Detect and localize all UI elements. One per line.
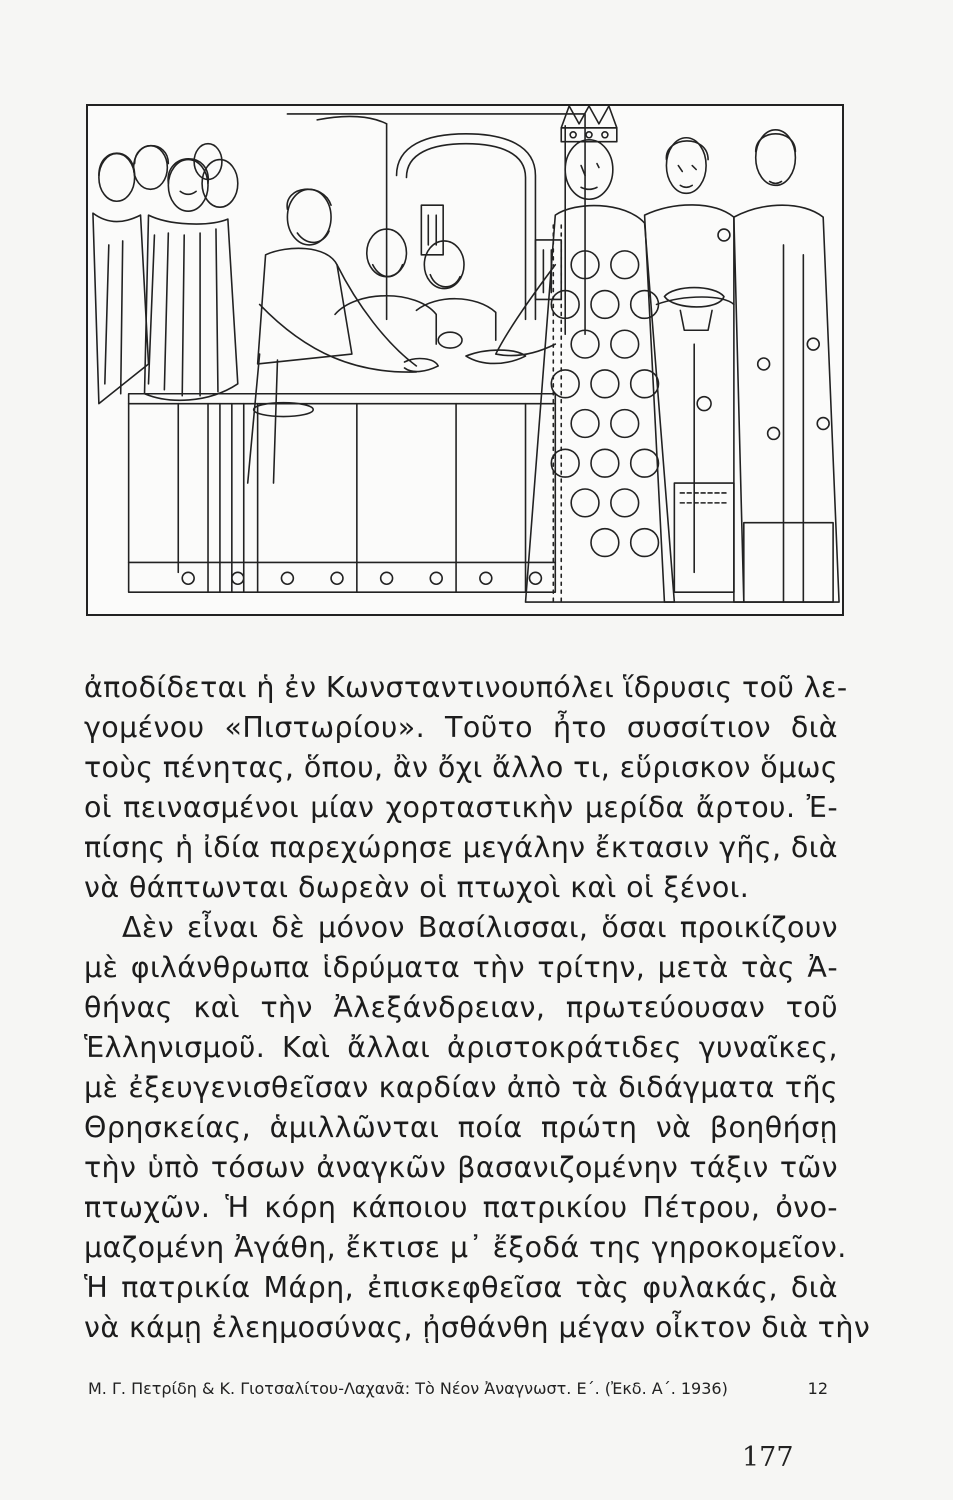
crowd-figures	[93, 144, 238, 404]
seated-figures	[335, 229, 526, 363]
text-line: θήνας καὶ τὴν Ἀλεξάνδρειαν, πρωτεύουσαν τοῦ	[84, 991, 838, 1024]
text-line: οἱ πεινασμένοι μίαν χορταστικὴν μερίδα ἄρτου. Ἐ-	[84, 791, 838, 824]
imprint-footer	[88, 1378, 838, 1400]
beggar-figure	[208, 189, 438, 592]
text-line: Ἡ πατρικία Μάρη, ἐπισκεφθεῖσα τὰς φυλακάς, διὰ	[84, 1271, 838, 1304]
text-line: νὰ θάπτωνται δωρεὰν οἱ πτωχοὶ καὶ οἱ ξένοι.	[84, 871, 750, 904]
text-line: τοὺς πένητας, ὅπου, ἂν ὄχι ἄλλο τι, εὕρισκον ὅμως	[84, 751, 838, 784]
text-line: Θρησκείας, ἁμιλλῶνται ποία πρώτη νὰ βοηθήσῃ	[84, 1111, 838, 1144]
illustration	[86, 104, 844, 616]
text-line: μαζομένη Ἀγάθη, ἔκτισε μ᾿ ἔξοδά της γηροκομεῖον.	[84, 1231, 847, 1264]
text-line: μὲ φιλάνθρωπα ἱδρύματα τὴν τρίτην, μετὰ τὰς Ἀ-	[84, 951, 838, 984]
text-line: πτωχῶν. Ἡ κόρη κάποιου πατρικίου Πέτρου, ὀνο-	[84, 1191, 838, 1224]
text-line: τὴν ὑπὸ τόσων ἀναγκῶν βασανιζομένην τάξιν τῶν	[84, 1151, 838, 1184]
text-line: πίσης ἡ ἰδία παρεχώρησε μεγάλην ἔκτασιν γῆς, διὰ	[84, 831, 838, 864]
text-line: γομένου «Πιστωρίου». Τοῦτο ἦτο συσσίτιον διὰ	[84, 711, 838, 744]
table	[129, 394, 556, 592]
attendant-figures	[645, 130, 839, 602]
page-number: 177	[742, 1442, 794, 1473]
text-line: μὲ ἐξευγενισθεῖσαν καρδίαν ἀπὸ τὰ διδάγματα τῆς	[84, 1071, 838, 1104]
text-line: νὰ κάμῃ ἐλεημοσύνας, ᾐσθάνθη μέγαν οἶκτον διὰ τὴν	[84, 1311, 871, 1344]
imprint-text: Μ. Γ. Πετρίδη & Κ. Γιοτσαλίτου-Λαχανᾶ: Τὸ Νέον Ἀναγνωστ. Ε΄. (Ἐκδ. Α΄. 1936)	[88, 1379, 728, 1398]
text-line: Δὲν εἶναι δὲ μόνον Βασίλισσαι, ὅσαι προικίζουν	[122, 911, 838, 944]
signature-number: 12	[807, 1379, 828, 1398]
text-line: Ἑλληνισμοῦ. Καὶ ἄλλαι ἀριστοκράτιδες γυναῖκες,	[84, 1031, 838, 1064]
text-line: ἀποδίδεται ἡ ἐν Κωνσταντινουπόλει ἵδρυσις τοῦ λε-	[84, 671, 848, 704]
